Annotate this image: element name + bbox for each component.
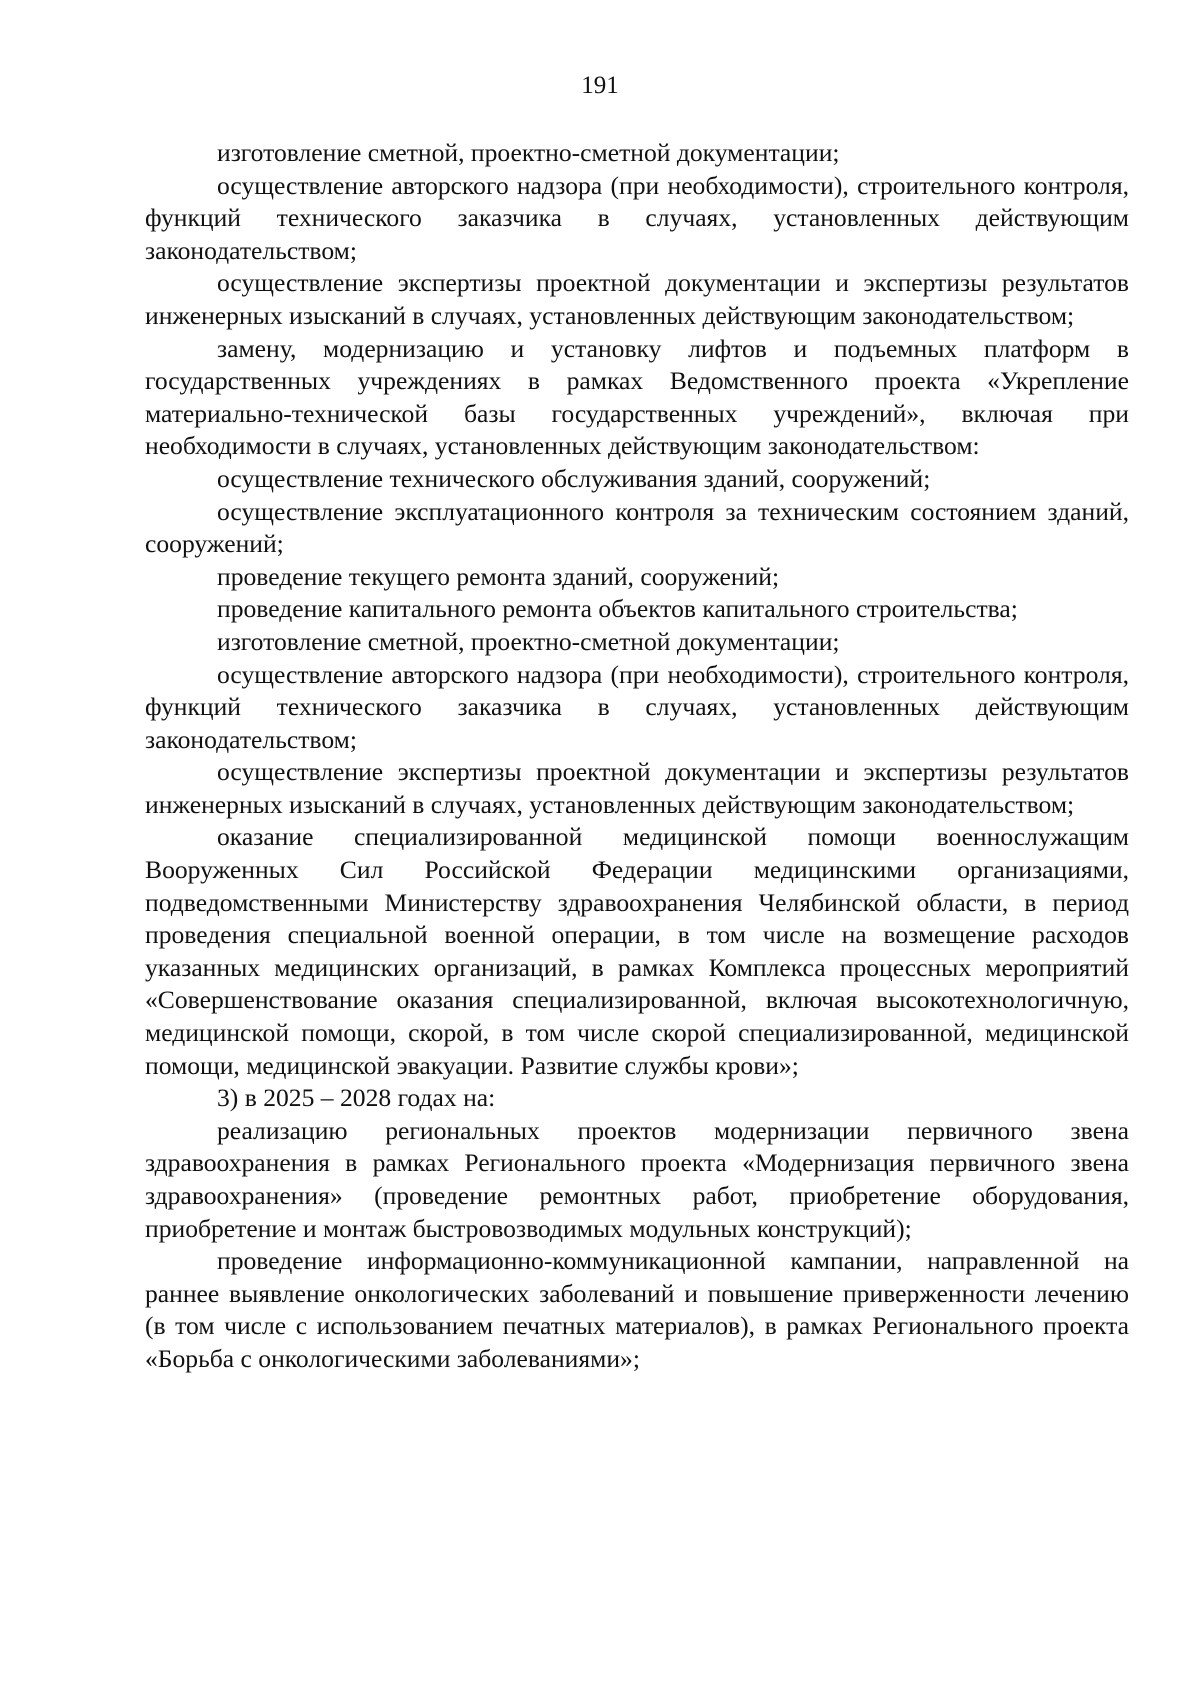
- paragraph: осуществление авторского надзора (при необходимости), строительного контроля, функций технического заказчика в случаях, установленных действующим законодательством;: [145, 659, 1129, 754]
- paragraph: изготовление сметной, проектно-сметной документации;: [217, 138, 840, 167]
- paragraph: осуществление технического обслуживания зданий, сооружений;: [217, 463, 931, 493]
- paragraph: замену, модернизацию и установку лифтов и подъемных платформ в государственных учреждениях в рамках Ведомственного проекта «Укрепление материально-технической базы государственных учреждений», включая при необходимости в случаях, установленных действующим законодательством:: [145, 333, 1129, 461]
- paragraph: осуществление эксплуатационного контроля за техническим состоянием зданий, сооружений;: [145, 496, 1129, 559]
- paragraph: осуществление экспертизы проектной документации и экспертизы результатов инженерных изысканий в случаях, установленных действующим законодательством;: [145, 757, 1129, 819]
- page-number: 191: [581, 72, 619, 99]
- paragraph: проведение информационно-коммуникационной кампании, направленной на раннее выявление онкологических заболеваний и повышение приверженности лечению (в том числе с использованием печатных материалов), в рамках Регионального проекта «Борьба с онкологическими заболеваниями»;: [145, 1246, 1129, 1373]
- paragraph: 3) в 2025 – 2028 годах на:: [217, 1083, 496, 1113]
- paragraph: проведение текущего ремонта зданий, сооружений;: [217, 561, 780, 591]
- document-body: [145, 137, 1129, 1376]
- paragraph: проведение капитального ремонта объектов капитального строительства;: [217, 594, 1018, 624]
- paragraph: реализацию региональных проектов модернизации первичного звена здравоохранения в рамках Регионального проекта «Модернизация первичного звена здравоохранения» (проведение ремонтных работ, приобретение оборудования, приобретение и монтаж быстровозводимых модульных конструкций);: [145, 1115, 1129, 1243]
- paragraph: оказание специализированной медицинской помощи военнослужащим Вооруженных Сил Российской Федерации медицинскими организациями, подведомственными Министерству здравоохранения Челябинской области, в период проведения специальной военной операции, в том числе на возмещение расходов указанных медицинских организаций, в рамках Комплекса процессных мероприятий «Совершенствование оказания специализированной, включая высокотехнологичную, медицинской помощи, скорой, в том числе скорой специализированной, медицинской помощи, медицинской эвакуации. Развитие службы крови»;: [145, 822, 1129, 1080]
- paragraph: изготовление сметной, проектно-сметной документации;: [217, 626, 840, 656]
- paragraph: осуществление авторского надзора (при необходимости), строительного контроля, функций технического заказчика в случаях, установленных действующим законодательством;: [145, 170, 1129, 265]
- paragraph: осуществление экспертизы проектной документации и экспертизы результатов инженерных изысканий в случаях, установленных действующим законодательством;: [145, 268, 1129, 330]
